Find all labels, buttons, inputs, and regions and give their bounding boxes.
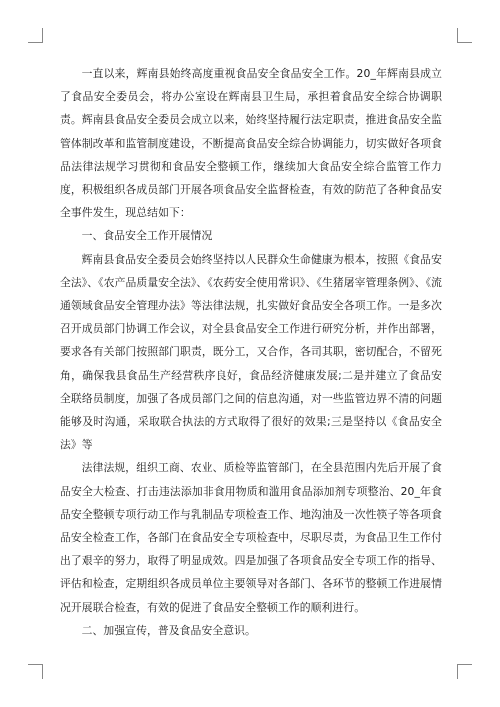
- document-body: [60, 62, 442, 642]
- intro-paragraph: 一直以来，辉南县始终高度重视食品安全食品安全工作。20_年辉南县成立了食品安全委员会，将办公室设在辉南县卫生局，承担着食品安全综合协调职责。辉南县食品安全委员会成立以来，始终坚持履行法定职责，推进食品安全监管体制改革和监管制度建设，不断提高食品安全综合协调能力，切实做好各项食品法律法规学习贯彻和食品安全整顿工作，继续加大食品安全综合监管工作力度，积极组织各成员部门开展各项食品安全监督检查，有效的防范了各种食品安全事件发生，现总结如下：: [60, 67, 442, 220]
- section-heading-1: 一、食品安全工作开展情况: [81, 229, 213, 243]
- corner-mark-bottom-left: [28, 664, 43, 679]
- section-1-paragraph-2: 法律法规，组织工商、农业、质检等监管部门，在全县范围内先后开展了食品安全大检查、打击违法添加非食用物质和滥用食品添加剂专项整治、20_年食品安全整顿专项行动工作与乳制品专项检查工作、地沟油及一次性筷子等各项食品安全检查工作，各部门在食品安全专项检查中，尽职尽责，为食品卫生工作付出了艰辛的努力，取得了明显成效。四是加强了各项食品安全专项工作的指导、评估和检查，定期组织各成员单位主要领导对各部门、各环节的整顿工作进展情况开展联合检查，有效的促进了食品安全整顿工作的顺利进行。: [60, 461, 442, 614]
- section-heading-2: 二、加强宣传，普及食品安全意识。: [81, 623, 256, 637]
- corner-mark-top-left: [28, 28, 43, 43]
- corner-mark-top-right: [457, 28, 472, 43]
- section-1-paragraph-1: 辉南县食品安全委员会始终坚持以人民群众生命健康为根本，按照《食品安全法》、《农产品质量安全法》、《农药安全使用常识》、《生猪屠宰管理条例》、《流通领域食品安全管理办法》等法律法规，扎实做好食品安全各项工作。一是多次召开成员部门协调工作会议，对全县食品安全工作进行研究分析，并作出部署，要求各有关部门按照部门职责，既分工，又合作，各司其职，密切配合，不留死角，确保我县食品生产经营秩序良好，食品经济健康发展;二是并建立了食品安全联络员制度，加强了各成员部门之间的信息沟通，对一些监管边界不清的问题能够及时沟通，采取联合执法的方式取得了很好的效果;三是坚持以《食品安全法》等: [60, 252, 442, 452]
- corner-mark-bottom-right: [457, 664, 472, 679]
